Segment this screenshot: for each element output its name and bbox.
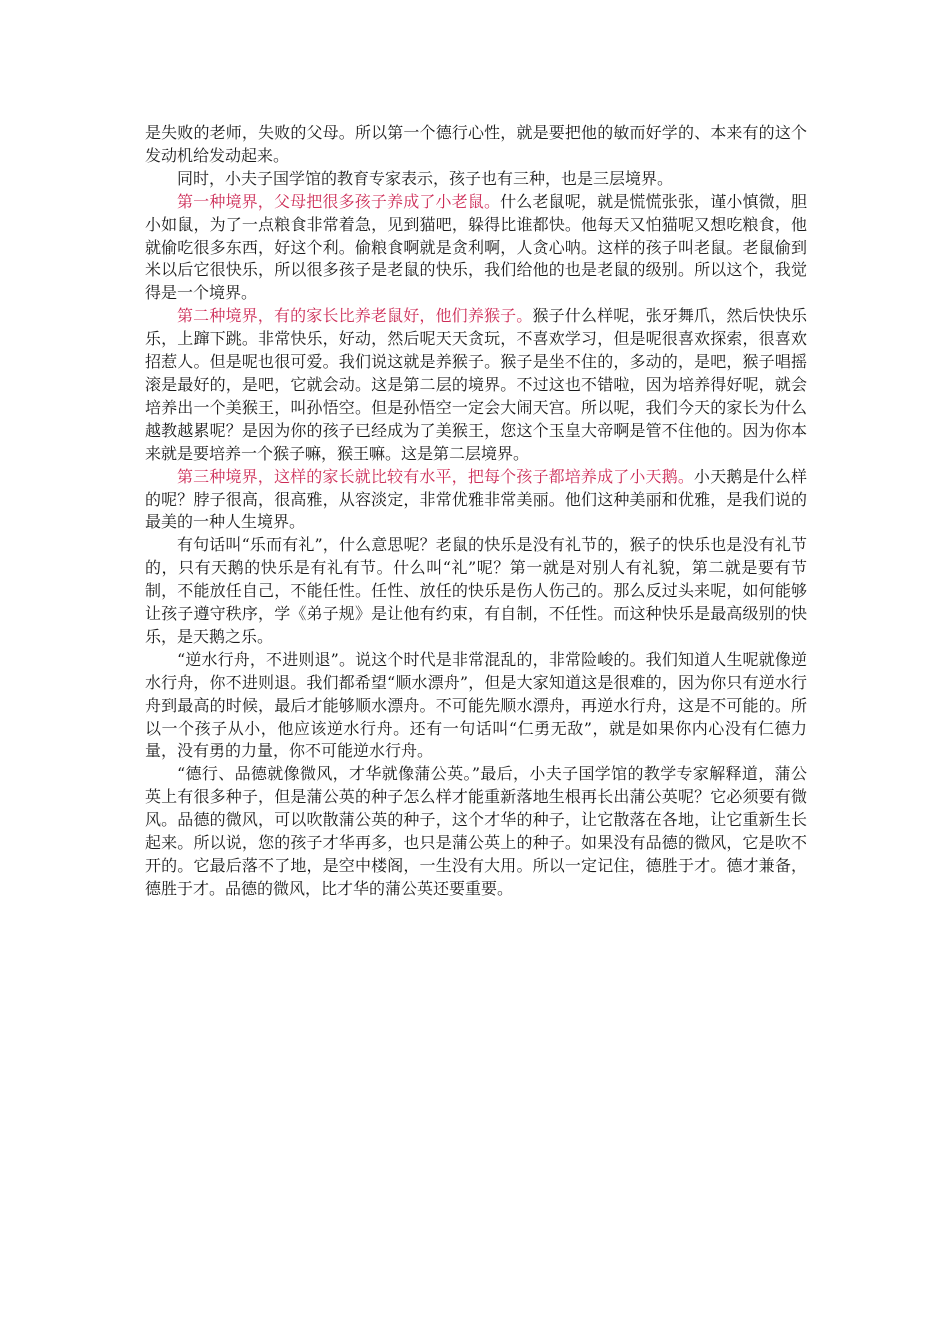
paragraph-8 bbox=[145, 763, 807, 900]
paragraph-1 bbox=[145, 122, 807, 168]
paragraph-4 bbox=[145, 305, 807, 465]
document-body bbox=[145, 122, 807, 901]
highlighted-heading: 第三种境界，这样的家长就比较有水平，把每个孩子都培养成了小天鹅。 bbox=[177, 466, 695, 486]
paragraph-7 bbox=[145, 649, 807, 764]
paragraph-text: 小天鹅是什么样的呢？脖子很高，很高雅，从容淡定，非常优雅非常美丽。他们这种美丽和优雅，是我们说的最美的一种人生境界。 bbox=[145, 466, 807, 532]
paragraph-text: 猴子什么样呢，张牙舞爪，然后快快乐乐，上蹿下跳。非常快乐，好动，然后呢天天贪玩，不喜欢学习，但是呢很喜欢探索，很喜欢招惹人。但是呢也很可爱。我们说这就是养猴子。猴子是坐不住的，多动的，是吧，猴子唱摇滚是最好的，是吧，它就会动。这是第二层的境界。不过这也不错啦，因为培养得好呢，就会培养出一个美猴王，叫孙悟空。但是孙悟空一定会大闹天宫。所以呢，我们今天的家长为什么越教越累呢？是因为你的孩子已经成为了美猴王，您这个玉皇大帝啊是管不住他的。因为你本来就是要培养一个猴子嘛，猴王嘛。这是第二层境界。 bbox=[145, 306, 807, 463]
paragraph-text: “逆水行舟，不进则退”。说这个时代是非常混乱的，非常险峻的。我们知道人生呢就像逆水行舟，你不进则退。我们都希望“顺水漂舟”，但是大家知道这是很难的，因为你只有逆水行舟到最高的时候，最后才能够顺水漂舟。不可能先顺水漂舟，再逆水行舟，这是不可能的。所以一个孩子从小，他应该逆水行舟。还有一句话叫“仁勇无敌”，就是如果你内心没有仁德力量，没有勇的力量，你不可能逆水行舟。 bbox=[145, 649, 807, 761]
paragraph-text: 有句话叫“乐而有礼”，什么意思呢？老鼠的快乐是没有礼节的，猴子的快乐也是没有礼节的，只有天鹅的快乐是有礼有节。什么叫“礼”呢？第一就是对别人有礼貌，第二就是要有节制，不能放任自己，不能任性。任性、放任的快乐是伤人伤己的。那么反过头来呢，如何能够让孩子遵守秩序，学《弟子规》是让他有约束，有自制，不任性。而这种快乐是最高级别的快乐，是天鹅之乐。 bbox=[145, 535, 807, 646]
highlighted-heading: 第二种境界，有的家长比养老鼠好，他们养猴子。 bbox=[177, 306, 533, 326]
paragraph-2 bbox=[145, 168, 807, 191]
paragraph-6 bbox=[145, 534, 807, 649]
paragraph-text: 是失败的老师，失败的父母。所以第一个德行心性，就是要把他的敏而好学的、本来有的这个发动机给发动起来。 bbox=[145, 123, 807, 165]
paragraph-text: 同时，小夫子国学馆的教育专家表示，孩子也有三种，也是三层境界。 bbox=[177, 168, 674, 188]
paragraph-3 bbox=[145, 191, 807, 306]
paragraph-text: “德行、品德就像微风，才华就像蒲公英。”最后，小夫子国学馆的教学专家解释道，蒲公英上有很多种子，但是蒲公英的种子怎么样才能重新落地生根再长出蒲公英呢？它必须要有微风。品德的微风，可以吹散蒲公英的种子，这个才华的种子，让它散落在各地，让它重新生长起来。所以说，您的孩子才华再多，也只是蒲公英上的种子。如果没有品德的微风，它是吹不开的。它最后落不了地，是空中楼阁，一生没有大用。所以一定记住，德胜于才。德才兼备，德胜于才。品德的微风，比才华的蒲公英还要重要。 bbox=[145, 764, 807, 898]
paragraph-5 bbox=[145, 466, 807, 535]
paragraph-text: 什么老鼠呢，就是慌慌张张，谨小慎微，胆小如鼠，为了一点粮食非常着急，见到猫吧，躲得比谁都快。他每天又怕猫呢又想吃粮食，他就偷吃很多东西，好这个利。偷粮食啊就是贪利啊，人贪心呐。这样的孩子叫老鼠。老鼠偷到米以后它很快乐，所以很多孩子是老鼠的快乐，我们给他的也是老鼠的级别。所以这个，我觉得是一个境界。 bbox=[145, 191, 807, 303]
highlighted-heading: 第一种境界，父母把很多孩子养成了小老鼠。 bbox=[177, 191, 501, 211]
